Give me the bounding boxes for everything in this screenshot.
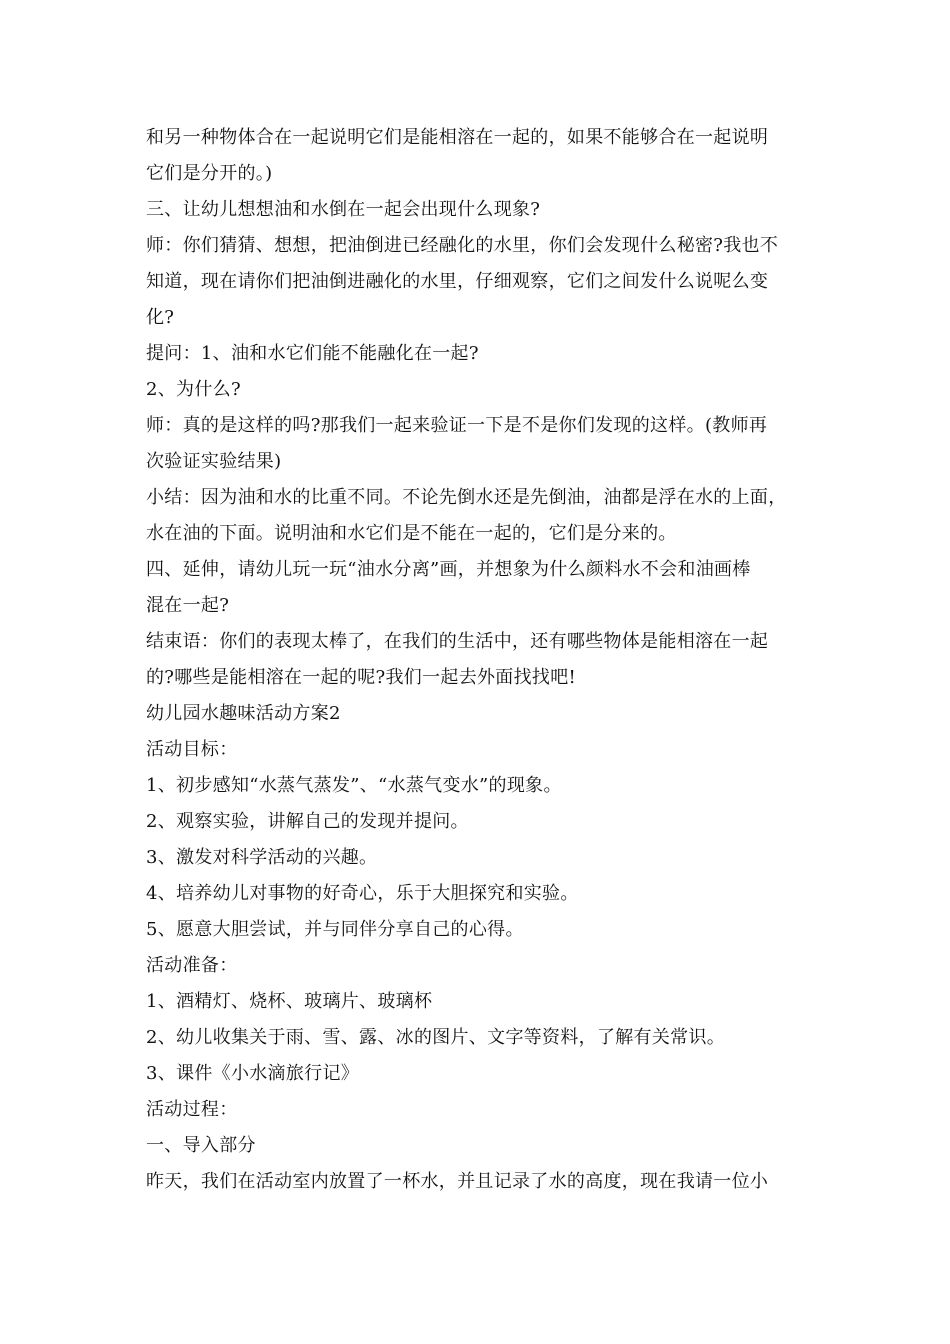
text-line: 小结：因为油和水的比重不同。不论先倒水还是先倒油，油都是浮在水的上面，: [146, 487, 787, 508]
text-line: 3、课件《小水滴旅行记》: [146, 1063, 360, 1084]
text-line: 混在一起?: [146, 595, 230, 616]
text-line: 师：真的是这样的吗?那我们一起来验证一下是不是你们发现的这样。(教师再: [146, 415, 768, 436]
text-line: 4、培养幼儿对事物的好奇心，乐于大胆探究和实验。: [146, 883, 579, 904]
text-line: 2、为什么?: [146, 379, 241, 400]
text-line: 水在油的下面。说明油和水它们是不能在一起的，它们是分来的。: [146, 523, 677, 544]
text-line: 提问：1、油和水它们能不能融化在一起?: [146, 343, 479, 364]
text-line: 师：你们猜猜、想想，把油倒进已经融化的水里，你们会发现什么秘密?我也不: [146, 235, 779, 256]
text-line: 1、初步感知“水蒸气蒸发”、“水蒸气变水”的现象。: [146, 775, 562, 796]
text-line: 2、观察实验，讲解自己的发现并提问。: [146, 811, 469, 832]
text-line: 化?: [146, 307, 175, 328]
text-line: 知道，现在请你们把油倒进融化的水里，仔细观察，它们之间发什么说呢么变: [146, 271, 769, 292]
text-line: 三、让幼儿想想油和水倒在一起会出现什么现象?: [146, 199, 541, 220]
text-line: 1、酒精灯、烧杯、玻璃片、玻璃杯: [146, 991, 433, 1012]
section-title: 幼儿园水趣味活动方案2: [146, 703, 341, 724]
text-line: 它们是分开的。): [146, 163, 273, 184]
text-line: 活动过程：: [146, 1099, 238, 1120]
text-line: 昨天，我们在活动室内放置了一杯水，并且记录了水的高度，现在我请一位小: [146, 1171, 769, 1192]
text-line: 的?哪些是能相溶在一起的呢?我们一起去外面找找吧!: [146, 667, 577, 688]
document-body: [146, 120, 826, 1200]
text-line: 2、幼儿收集关于雨、雪、露、冰的图片、文字等资料，了解有关常识。: [146, 1027, 726, 1048]
text-line: 次验证实验结果): [146, 451, 282, 472]
text-line: 活动准备：: [146, 955, 238, 976]
text-line: 3、激发对科学活动的兴趣。: [146, 847, 378, 868]
text-line: 四、延伸，请幼儿玩一玩“油水分离”画，并想象为什么颜料水不会和油画棒: [146, 559, 751, 580]
text-line: 结束语：你们的表现太棒了，在我们的生活中，还有哪些物体是能相溶在一起: [146, 631, 769, 652]
text-line: 5、愿意大胆尝试，并与同伴分享自己的心得。: [146, 919, 524, 940]
text-line: 和另一种物体合在一起说明它们是能相溶在一起的，如果不能够合在一起说明: [146, 127, 769, 148]
text-line: 活动目标：: [146, 739, 238, 760]
text-line: 一、导入部分: [146, 1135, 256, 1156]
